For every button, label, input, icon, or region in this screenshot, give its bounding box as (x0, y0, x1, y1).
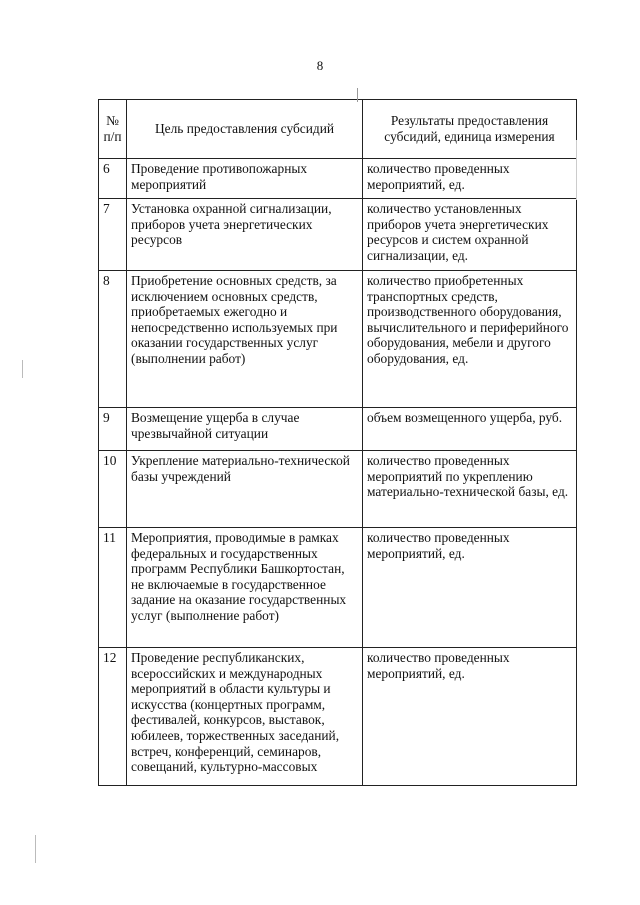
table-row (99, 408, 577, 451)
row-result: количество приобретенных транспортных средств, производственного оборудования, вычислительного и периферийного оборудования, мебели и другого оборудования, ед. (363, 271, 577, 408)
row-result: количество проведенных мероприятий, ед. (363, 528, 577, 648)
table-row (99, 528, 577, 648)
row-num: 11 (99, 528, 127, 648)
row-num: 10 (99, 451, 127, 528)
scan-artifact (35, 835, 36, 863)
row-goal: Мероприятия, проводимые в рамках федеральных и государственных программ Республики Башкортостан, не включаемые в государственное задание на оказание государственных услуг (выполнение работ) (127, 528, 363, 648)
table-row (99, 271, 577, 408)
row-num: 12 (99, 648, 127, 786)
row-goal: Проведение республиканских, всероссийских и международных мероприятий в области культуры и искусства (концертных программ, фестивалей, конкурсов, выставок, юбилеев, торжественных заседаний, встреч, конференций, семинаров, совещаний, культурно-массовых (127, 648, 363, 786)
row-num: 9 (99, 408, 127, 451)
row-goal: Установка охранной сигнализации, приборов учета энергетических ресурсов (127, 199, 363, 271)
row-goal: Приобретение основных средств, за исключением основных средств, приобретаемых ежегодно и непосредственно используемых при оказании государственных услуг (выполнении работ) (127, 271, 363, 408)
row-result: количество проведенных мероприятий, ед. (363, 648, 577, 786)
page-number: 8 (316, 58, 324, 73)
header-goal: Цель предоставления субсидий (127, 100, 363, 159)
header-num: № п/п (99, 100, 127, 159)
table-header-row (99, 100, 577, 159)
table-row (99, 451, 577, 528)
row-result: количество проведенных мероприятий по укреплению материально-технической базы, ед. (363, 451, 577, 528)
row-goal: Проведение противопожарных мероприятий (127, 159, 363, 199)
table-row (99, 199, 577, 271)
table-row (99, 159, 577, 199)
header-result: Результаты предоставления субсидий, единица измерения (363, 100, 577, 159)
row-goal: Укрепление материально-технической базы учреждений (127, 451, 363, 528)
scan-artifact (357, 88, 358, 102)
row-result: объем возмещенного ущерба, руб. (363, 408, 577, 451)
table-row (99, 648, 577, 786)
row-result: количество установленных приборов учета энергетических ресурсов и систем охранной сигнализации, ед. (363, 199, 577, 271)
row-num: 8 (99, 271, 127, 408)
scan-artifact (22, 360, 23, 378)
row-num: 6 (99, 159, 127, 199)
subsidy-table (98, 99, 577, 786)
row-result: количество проведенных мероприятий, ед. (363, 159, 577, 199)
scan-artifact (576, 140, 577, 200)
row-goal: Возмещение ущерба в случае чрезвычайной ситуации (127, 408, 363, 451)
row-num: 7 (99, 199, 127, 271)
